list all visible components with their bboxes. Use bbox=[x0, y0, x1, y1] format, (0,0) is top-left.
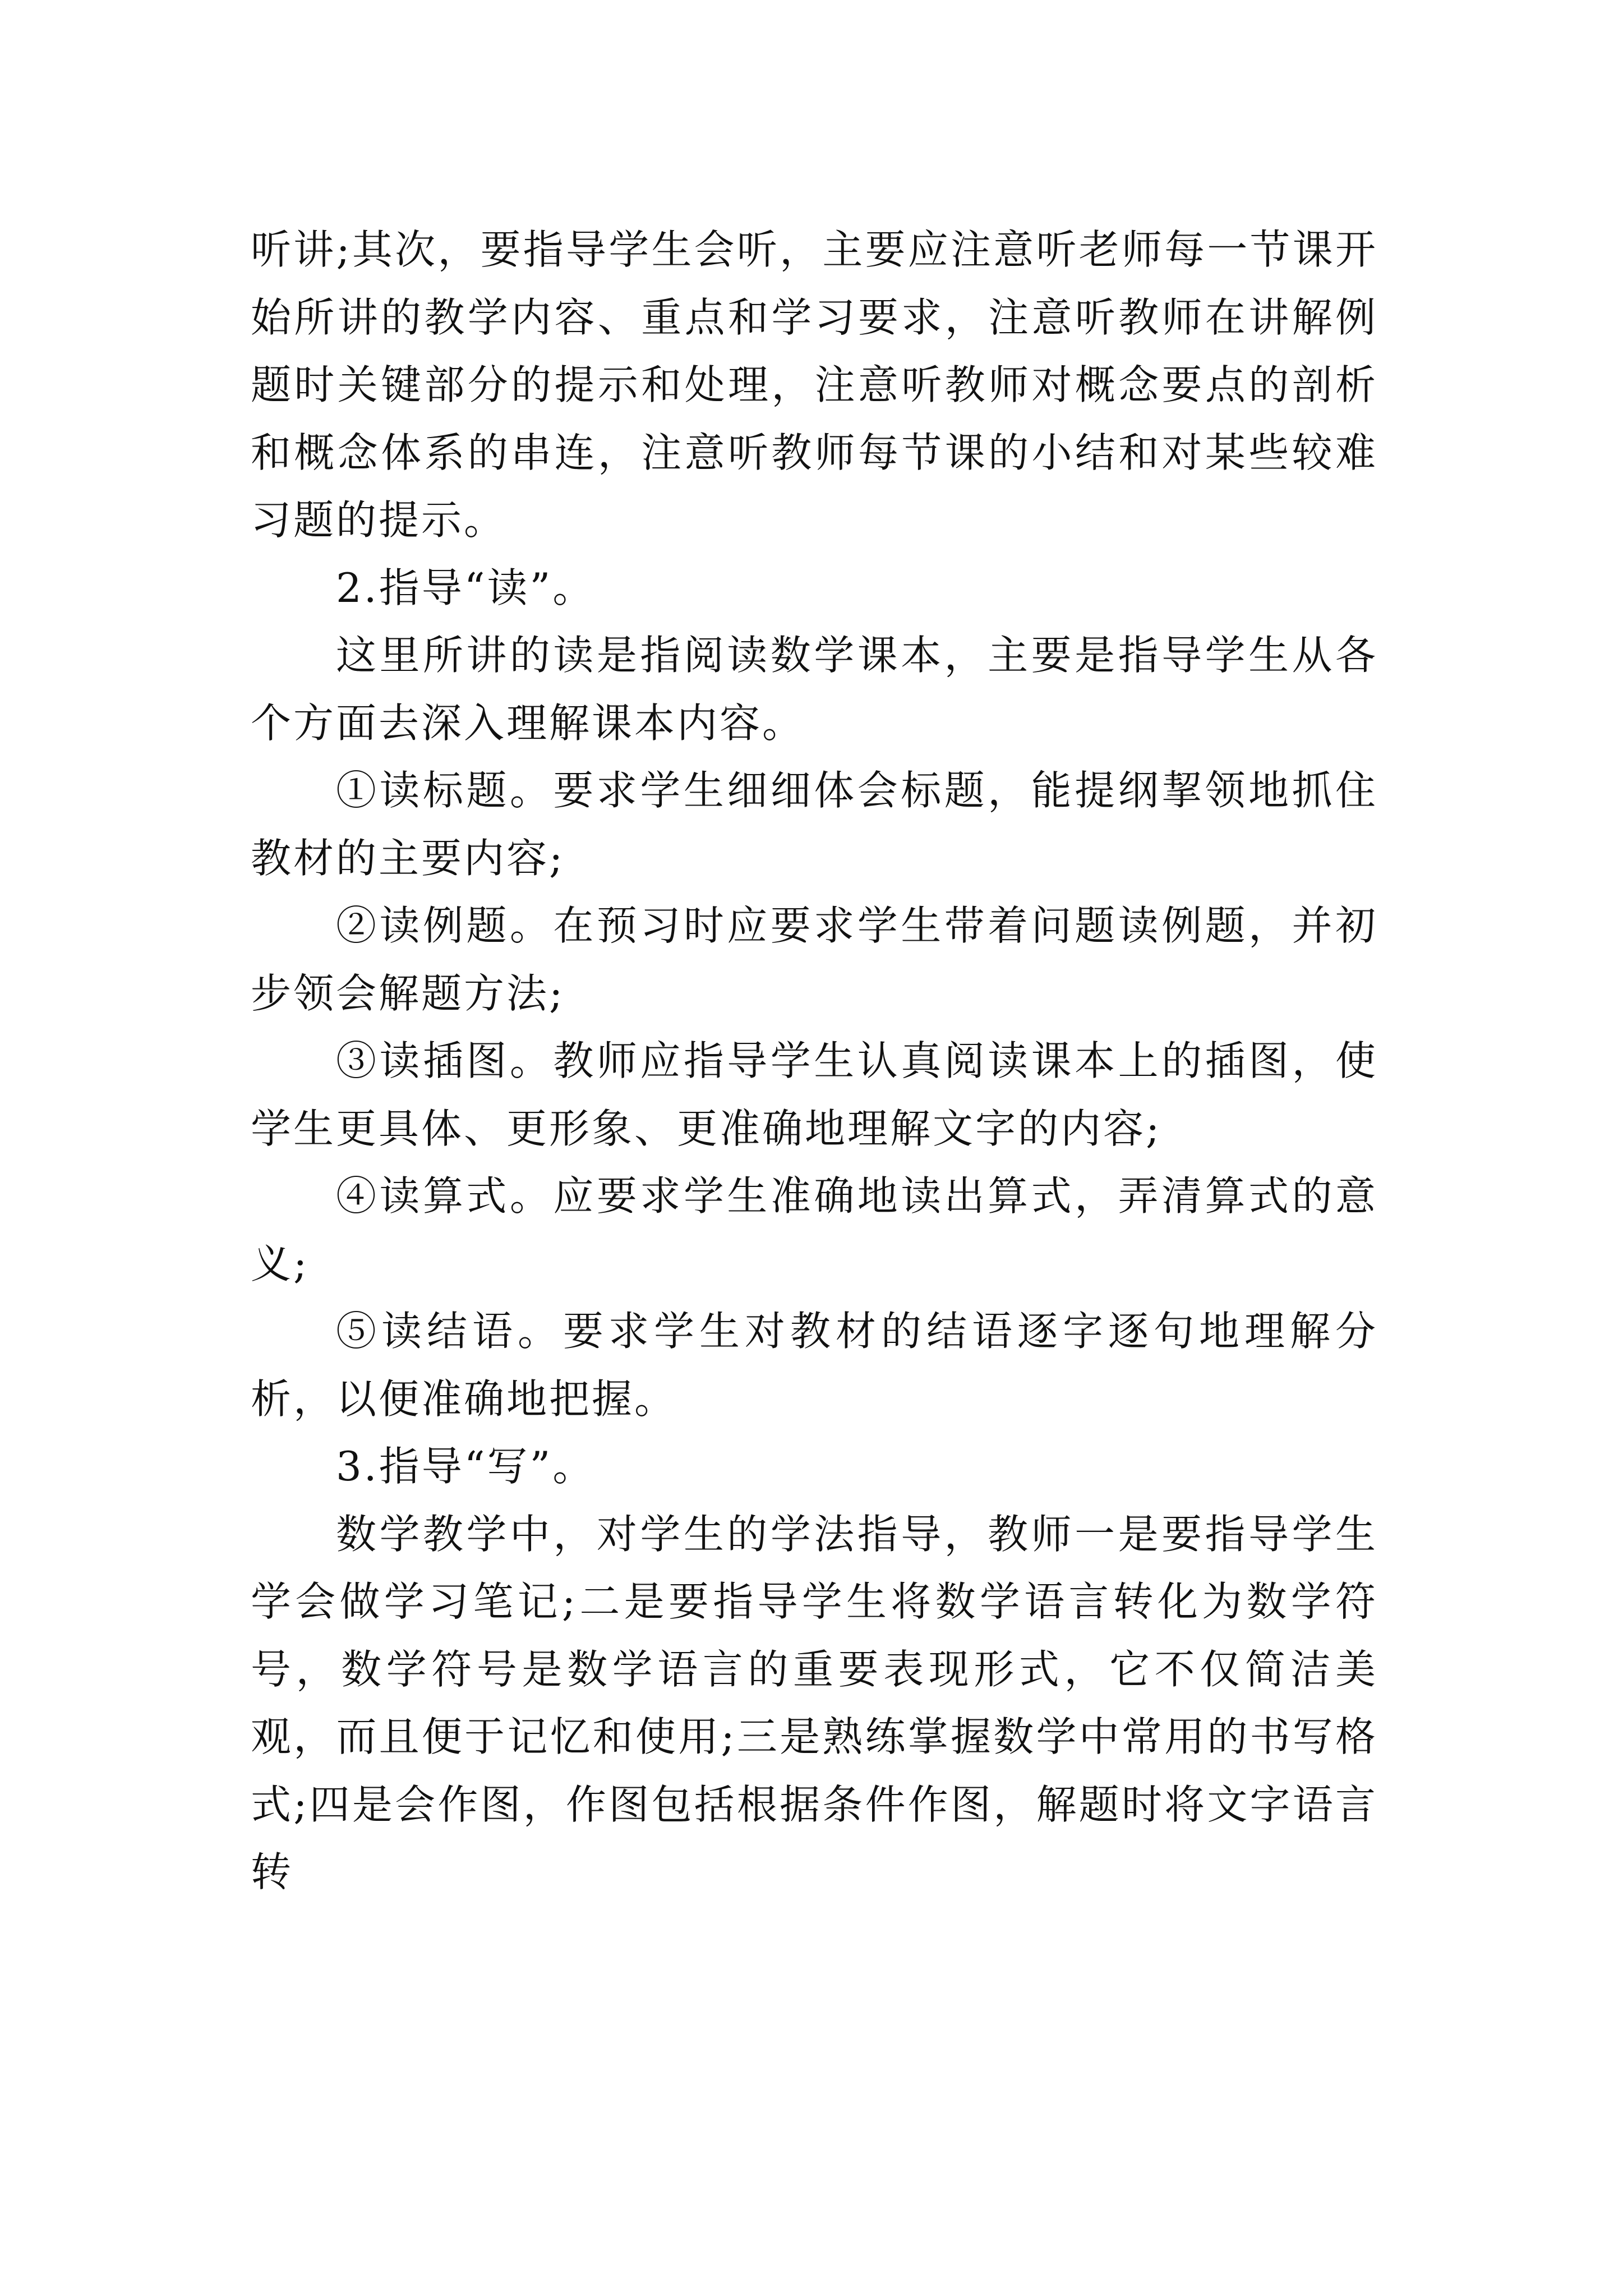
heading-writing: 3.指导“写”。 bbox=[336, 1443, 596, 1490]
paragraph-writing: 数学教学中，对学生的学法指导，教师一是要指导学生学会做学习笔记;二是要指导学生将数学语言转化为数学符号，数学符号是数学语言的重要表现形式，它不仅简洁美观，而且便于记忆和使用;三是熟练掌握数学中常用的书写格式;四是会作图，作图包括根据条件作图，解题时将文字语言转 bbox=[251, 1510, 1378, 1895]
list-item-read-illustrations: ③读插图。教师应指导学生认真阅读课本上的插图，使学生更具体、更形象、更准确地理解文字的内容; bbox=[251, 1037, 1378, 1152]
list-item-read-examples: ②读例题。在预习时应要求学生带着问题读例题，并初步领会解题方法; bbox=[251, 902, 1378, 1017]
list-item-read-formulas: ④读算式。应要求学生准确地读出算式，弄清算式的意义; bbox=[251, 1172, 1378, 1287]
heading-reading: 2.指导“读”。 bbox=[336, 564, 596, 611]
paragraph-reading-intro: 这里所讲的读是指阅读数学课本，主要是指导学生从各个方面去深入理解课本内容。 bbox=[251, 632, 1378, 747]
list-item-read-title: ①读标题。要求学生细细体会标题，能提纲挈领地抓住教材的主要内容; bbox=[251, 767, 1378, 882]
document-page bbox=[251, 216, 1378, 1906]
paragraph-listening-continued: 听讲;其次，要指导学生会听，主要应注意听老师每一节课开始所讲的教学内容、重点和学习要求，注意听教师在讲解例题时关键部分的提示和处理，注意听教师对概念要点的剖析和概念体系的串连，注意听教师每节课的小结和对某些较难习题的提示。 bbox=[251, 226, 1378, 544]
list-item-read-conclusion: ⑤读结语。要求学生对教材的结语逐字逐句地理解分析，以便准确地把握。 bbox=[251, 1308, 1378, 1423]
